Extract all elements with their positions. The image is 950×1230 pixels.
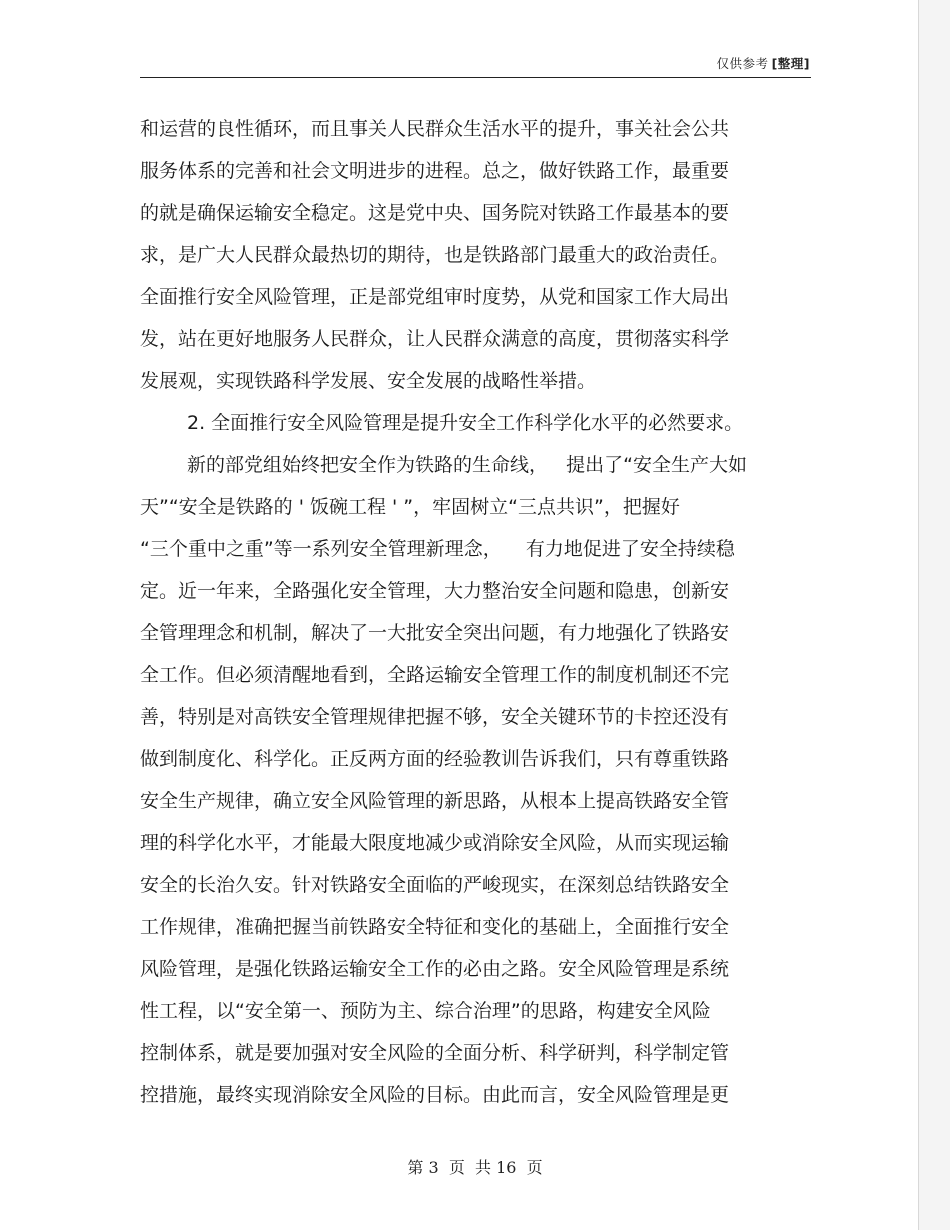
header-tag: [整理] (771, 56, 810, 71)
body-line: 全管理理念和机制，解决了一大批安全突出问题，有力地强化了铁路安 (140, 622, 730, 644)
body-line: 安全生产规律，确立安全风险管理的新思路，从根本上提高铁路安全管 (140, 790, 730, 812)
body-line: 天”“安全是铁路的 ' 饭碗工程 ' ”，牢固树立“三点共识”，把握好 (140, 496, 680, 518)
page-header (717, 54, 810, 72)
section-heading: 2. 全面推行安全风险管理是提升安全工作科学化水平的必然要求。 (187, 412, 744, 434)
body-line: 性工程，以“安全第一、预防为主、综合治理”的思路，构建安全风险 (140, 1000, 711, 1022)
body-line: 发展观，实现铁路科学发展、安全发展的战略性举措。 (140, 370, 597, 392)
body-line: 服务体系的完善和社会文明进步的进程。总之，做好铁路工作，最重要 (140, 160, 730, 182)
body-line: 定。近一年来，全路强化安全管理，大力整治安全问题和隐患，创新安 (140, 580, 730, 602)
body-line: 求，是广大人民群众最热切的期待，也是铁路部门最重大的政治责任。 (140, 244, 730, 266)
body-line: “三个重中之重”等一系列安全管理新理念， 有力地促进了安全持续稳 (140, 538, 735, 560)
body-line: 善，特别是对高铁安全管理规律把握不够，安全关键环节的卡控还没有 (140, 706, 730, 728)
body-line: 做到制度化、科学化。正反两方面的经验教训告诉我们，只有尊重铁路 (140, 748, 730, 770)
body-line: 控制体系，就是要加强对安全风险的全面分析、科学研判，科学制定管 (140, 1042, 730, 1064)
body-line: 理的科学化水平，才能最大限度地减少或消除安全风险，从而实现运输 (140, 832, 730, 854)
viewer-margin (919, 0, 950, 1230)
body-line: 风险管理，是强化铁路运输安全工作的必由之路。安全风险管理是系统 (140, 958, 730, 980)
body-line: 控措施，最终实现消除安全风险的目标。由此而言，安全风险管理是更 (140, 1084, 730, 1106)
body-line: 全面推行安全风险管理，正是部党组审时度势，从党和国家工作大局出 (140, 286, 730, 308)
body-line: 全工作。但必须清醒地看到，全路运输安全管理工作的制度机制还不完 (140, 664, 730, 686)
body-line: 发，站在更好地服务人民群众，让人民群众满意的高度，贯彻落实科学 (140, 328, 730, 350)
page-footer: 第 3 页 共 16 页 (407, 1158, 543, 1177)
body-line: 工作规律，准确把握当前铁路安全特征和变化的基础上，全面推行安全 (140, 916, 730, 938)
body-line: 和运营的良性循环，而且事关人民群众生活水平的提升，事关社会公共 (140, 118, 730, 140)
body-line: 的就是确保运输安全稳定。这是党中央、国务院对铁路工作最基本的要 (140, 202, 730, 224)
header-rule (140, 77, 811, 78)
body-line: 新的部党组始终把安全作为铁路的生命线， 提出了“安全生产大如 (187, 454, 747, 476)
body-line: 安全的长治久安。针对铁路安全面临的严峻现实，在深刻总结铁路安全 (140, 874, 730, 896)
header-text: 仅供参考 (716, 56, 769, 71)
